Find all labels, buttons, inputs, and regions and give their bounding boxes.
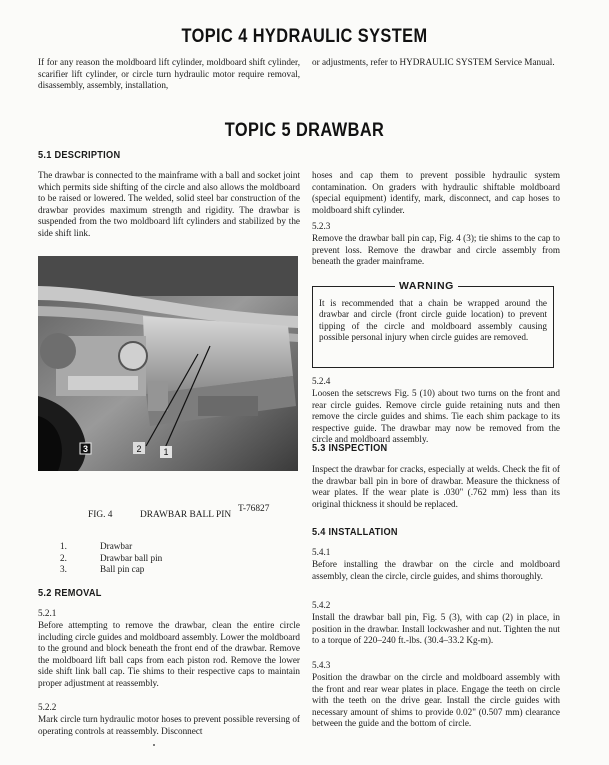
figure-caption-title: DRAWBAR BALL PIN xyxy=(140,510,232,520)
section-5-4-heading: 5.4 INSTALLATION xyxy=(312,527,398,538)
photo-illustration xyxy=(38,256,298,471)
step-5-2-1-text: Before attempting to remove the drawbar, clean the entire circle including circle guides and moldboard assembly. Lower the moldboard to the ground and block beneath the front end of the drawbar. Remove the moldboard lift ball caps from each piston rod. Remove the lower side shift link ball cap. Tie shims to their respective caps to maintain proper adjustment at reassembly. xyxy=(38,620,300,688)
step-5-2-4-number: 5.2.4 xyxy=(312,376,331,386)
step-5-2-3-text: Remove the drawbar ball pin cap, Fig. 4 (3); tie shims to the cap to prevent loss. Remove the drawbar and circle assembly from beneath the grader mainframe. xyxy=(312,233,560,267)
topic-4-title: TOPIC 4 HYDRAULIC SYSTEM xyxy=(181,26,428,47)
figure-code: T-76827 xyxy=(238,504,270,514)
step-5-4-1-text: Before installing the drawbar on the circle and moldboard assembly, clean the circle, circle guides, and shims thoroughly. xyxy=(312,559,560,581)
section-5-2-heading: 5.2 REMOVAL xyxy=(38,588,102,599)
step-5-4-2-number: 5.4.2 xyxy=(312,600,331,610)
figure-caption-number: FIG. 4 xyxy=(88,510,113,520)
legend-item: 2. Drawbar ball pin xyxy=(60,552,163,563)
step-5-4-3-text: Position the drawbar on the circle and moldboard assembly with the front and rear wear plates in place. Engage the teeth on circle with the teeth on the drive gear. Install the circle guides with necessary amount of shims to provide 0.02" (0.507 mm) clearance between the guide and the bottom of circle. xyxy=(312,672,560,729)
drawbar-ball-pin-photo xyxy=(38,256,298,471)
warning-title: WARNING xyxy=(395,280,458,292)
callout-3: 3 xyxy=(82,444,89,454)
page-speck xyxy=(153,744,155,746)
step-5-2-1-number: 5.2.1 xyxy=(38,608,57,618)
step-5-2-2-number: 5.2.2 xyxy=(38,702,57,712)
step-5-2-3-number: 5.2.3 xyxy=(312,221,331,231)
legend-item: 1. Drawbar xyxy=(60,541,133,551)
callout-1: 1 xyxy=(163,447,169,457)
topic-4-left-text: If for any reason the moldboard lift cylinder, moldboard shift cylinder, scarifier lift cylinder, or circle turn hydraulic motor require removal, disassembly, assembly, installation, xyxy=(38,57,300,91)
topic-4-right-text: or adjustments, refer to HYDRAULIC SYSTEM Service Manual. xyxy=(312,57,555,67)
section-5-3-text: Inspect the drawbar for cracks, especially at welds. Check the fit of the drawbar ball pin in bore of drawbar. Measure the thickness of wear plates. If the wear plate is .030" (.762 mm) less than its original thickness it should be replaced. xyxy=(312,464,560,509)
step-5-4-1-number: 5.4.1 xyxy=(312,547,331,557)
warning-text: It is recommended that a chain be wrapped around the drawbar and circle (front circle guide location) to prevent tipping of the circle and moldboard assembly causing possible personal injury when circle guides are removed. xyxy=(319,298,547,343)
section-5-1-heading: 5.1 DESCRIPTION xyxy=(38,150,121,161)
step-5-2-4-text: Loosen the setscrews Fig. 5 (10) about two turns on the front and rear circle guides. Remove circle guide retaining nuts and then remove the circle guides and shims. Tie each shim package to its respective guide. The drawbar may now be removed from the circle and moldboard assembly. xyxy=(312,388,560,445)
step-5-2-2-continued: hoses and cap them to prevent possible hydraulic system contamination. On graders with hydraulic shiftable moldboard (special equipment) identify, mark, disconnect, and cap hoses to moldboard shift cylinder. xyxy=(312,170,560,215)
topic-5-title: TOPIC 5 DRAWBAR xyxy=(224,120,385,141)
section-5-1-text: The drawbar is connected to the mainframe with a ball and socket joint which permits side shifting of the circle and also allows the moldboard to be raised or lowered. The welded, solid steel bar construction of the drawbar provides maximum strength and rigidity. The drawbar is suspended from the two moldboard lift cylinders and stabilized by the side shift link. xyxy=(38,170,300,238)
step-5-2-2-text: Mark circle turn hydraulic motor hoses to prevent possible reversing of operating controls at reassembly. Disconnect xyxy=(38,714,300,736)
step-5-4-3-number: 5.4.3 xyxy=(312,660,331,670)
step-5-4-2-text: Install the drawbar ball pin, Fig. 5 (3), with cap (2) in place, in position in the drawbar. Install lockwasher and nut. Tighten the nut to a torque of 220–240 ft.-lbs. (30.4–33.2 Kg-m). xyxy=(312,612,560,646)
legend-item: 3. Ball pin cap xyxy=(60,564,145,574)
section-5-3-heading: 5.3 INSPECTION xyxy=(312,443,388,454)
figure-legend xyxy=(60,541,162,576)
callout-2: 2 xyxy=(136,444,142,454)
